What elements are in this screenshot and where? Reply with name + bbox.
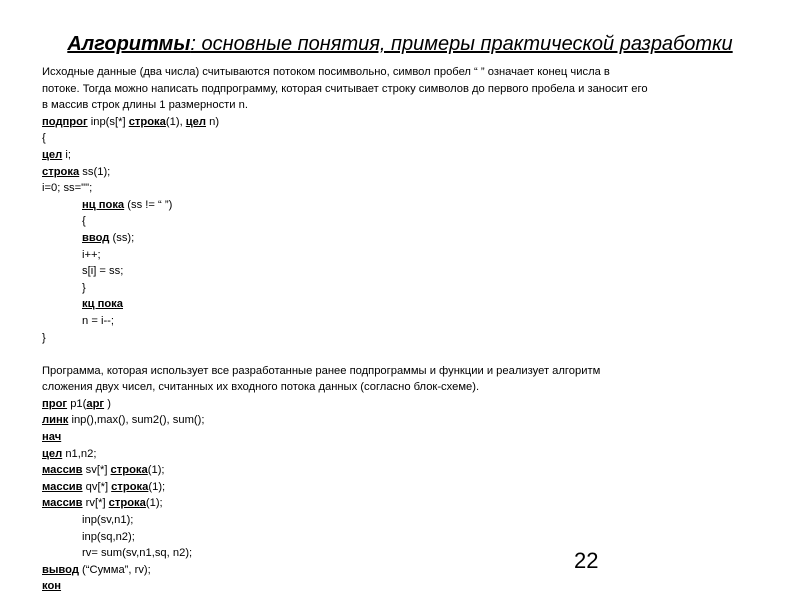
code-line — [42, 230, 768, 247]
code-line: i++; — [82, 248, 101, 261]
code-text: inp(s[*] — [87, 115, 129, 128]
code-text: n) — [206, 115, 220, 128]
spacer — [42, 346, 768, 363]
code-text: (“Сумма”, rv); — [78, 563, 151, 576]
code-line — [42, 429, 768, 446]
code-line: inp(sv,n1); — [82, 514, 134, 527]
code-line: } — [82, 281, 86, 294]
code-text: n1,n2; — [62, 447, 97, 460]
code-line: { — [42, 132, 46, 145]
code-line: rv= sum(sv,n1,sq, n2); — [82, 547, 193, 560]
code-line: s[i] = ss; — [82, 265, 124, 278]
code-text: ) — [104, 397, 111, 410]
title-rest: : основные понятия, примеры практической разработки — [190, 33, 733, 55]
keyword: прог — [42, 397, 68, 410]
code-line — [42, 396, 768, 413]
code-line: inp(sq,n2); — [82, 530, 135, 543]
intro-line: в массив строк длины 1 размерности n. — [42, 99, 248, 112]
keyword: массив — [42, 480, 83, 493]
keyword: строка — [108, 497, 146, 510]
keyword: нач — [42, 431, 62, 444]
code-line — [42, 412, 768, 429]
page-number: 22 — [574, 548, 599, 573]
code-text: inp(),max(), sum2(), sum(); — [68, 414, 205, 427]
code-line: { — [82, 215, 86, 228]
keyword: цел — [185, 115, 206, 128]
code-line: } — [42, 331, 46, 344]
code-text: sv[*] — [82, 464, 111, 477]
keyword: кон — [42, 580, 62, 593]
keyword: массив — [42, 497, 83, 510]
code-line — [42, 296, 768, 313]
title-bold: Алгоритмы — [67, 33, 191, 55]
paragraph-line: Программа, которая использует все разработанные ранее подпрограммы и функции и реализует алгоритм — [42, 364, 601, 377]
slide-body — [42, 64, 768, 595]
keyword: кц пока — [82, 298, 123, 311]
code-text: (1); — [145, 497, 163, 510]
keyword: арг — [86, 397, 105, 410]
code-line — [42, 446, 768, 463]
code-text: ss(1); — [79, 165, 111, 178]
code-text: p1( — [67, 397, 87, 410]
code-line — [42, 578, 768, 595]
code-line — [42, 147, 768, 164]
keyword: подпрог — [42, 115, 88, 128]
paragraph-line: сложения двух чисел, считанных их входного потока данных (согласно блок-схеме). — [42, 381, 480, 394]
code-text: (1), — [165, 115, 186, 128]
intro-line: потоке. Тогда можно написать подпрограмму, которая считывает строку символов до первого пробела и заносит его — [42, 82, 648, 95]
keyword: цел — [42, 148, 63, 161]
keyword: цел — [42, 447, 63, 460]
keyword: строка — [42, 165, 80, 178]
code-line — [42, 462, 768, 479]
keyword: строка — [111, 480, 149, 493]
code-line: i=0; ss=""; — [42, 182, 93, 195]
code-line — [42, 562, 768, 579]
code-text: (ss); — [109, 231, 135, 244]
keyword: линк — [42, 414, 69, 427]
intro-line: Исходные данные (два числа) считываются потоком посимвольно, символ пробел “ ” означает конец числа в — [42, 66, 610, 78]
keyword: строка — [128, 115, 166, 128]
code-text: rv[*] — [82, 497, 109, 510]
keyword: ввод — [82, 231, 110, 244]
keyword: вывод — [42, 563, 79, 576]
code-text: (1); — [147, 464, 165, 477]
code-line — [42, 114, 768, 131]
code-text: (ss != “ ”) — [124, 198, 173, 211]
code-line — [42, 164, 768, 181]
code-line: n = i--; — [82, 314, 115, 327]
code-line — [42, 495, 768, 512]
code-line — [42, 197, 768, 214]
slide-title — [0, 32, 800, 56]
keyword: нц пока — [82, 198, 125, 211]
code-line — [42, 479, 768, 496]
code-text: i; — [62, 148, 71, 161]
code-text: qv[*] — [82, 480, 112, 493]
keyword: строка — [110, 464, 148, 477]
keyword: массив — [42, 464, 83, 477]
code-text: (1); — [148, 480, 166, 493]
